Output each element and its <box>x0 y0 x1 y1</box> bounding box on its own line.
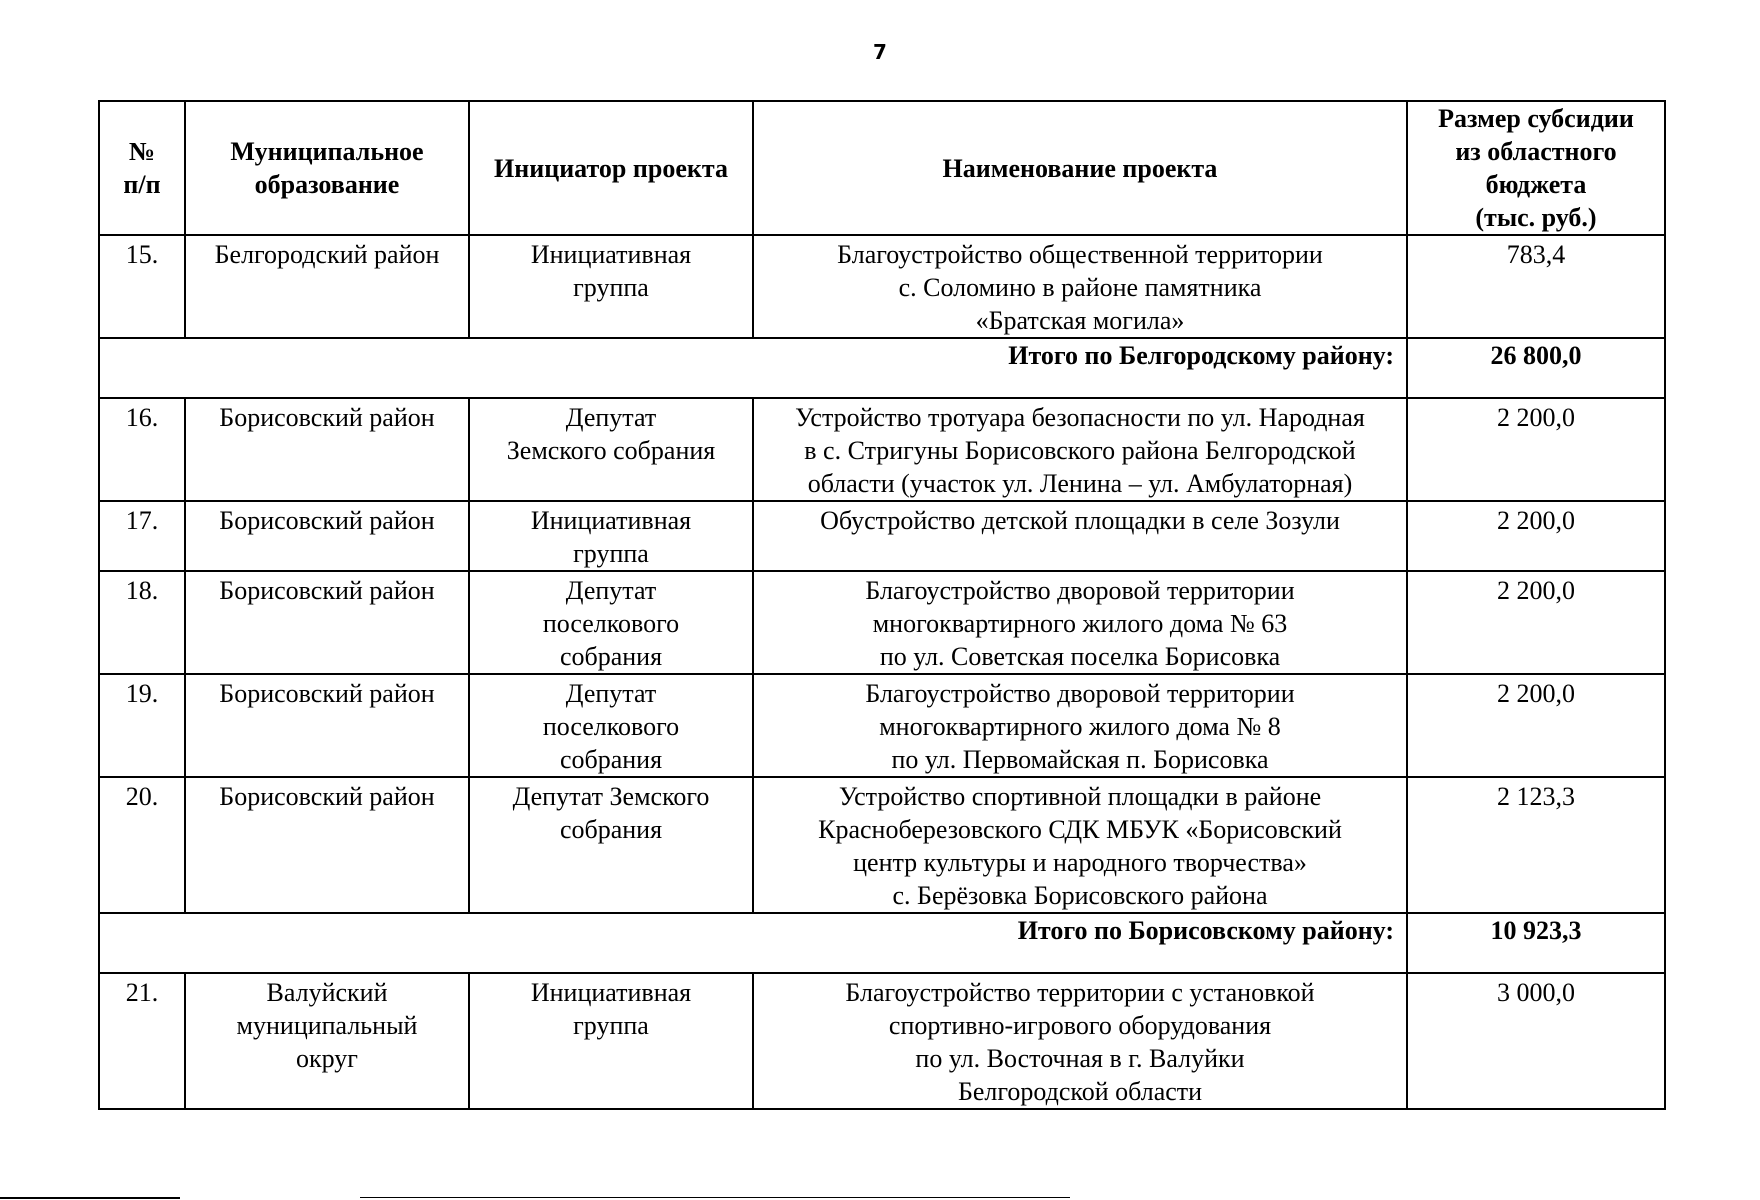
text-line: собрания <box>559 642 663 671</box>
footer-rule-left <box>0 1197 180 1199</box>
text-line: Благоустройство дворовой территории <box>865 576 1295 605</box>
cell-initiator <box>469 973 753 1109</box>
text-line: многоквартирного жилого дома № 8 <box>879 712 1281 741</box>
subtotal-label: Итого по Борисовскому району: <box>99 913 1407 973</box>
cell-project <box>753 235 1407 338</box>
text-line: муниципальный <box>236 1011 418 1040</box>
table-row <box>99 398 1665 501</box>
cell-project <box>753 777 1407 913</box>
text-line: с. Соломино в районе памятника <box>898 273 1262 302</box>
text-line: многоквартирного жилого дома № 63 <box>872 609 1288 638</box>
text-line: Инициативная <box>530 506 692 535</box>
cell-amount: 2 123,3 <box>1407 777 1665 913</box>
text-line: по ул. Первомайская п. Борисовка <box>891 745 1269 774</box>
cell-initiator <box>469 777 753 913</box>
text-line: поселкового <box>542 712 680 741</box>
text-line: Обустройство детской площадки в селе Зозули <box>820 506 1340 535</box>
text-line: Размер субсидии <box>1438 104 1634 133</box>
cell-initiator <box>469 674 753 777</box>
cell-project <box>753 973 1407 1109</box>
cell-num: 21. <box>99 973 185 1109</box>
footer-rule-right <box>360 1197 1070 1198</box>
cell-project <box>753 398 1407 501</box>
text-line: Благоустройство дворовой территории <box>865 679 1295 708</box>
text-line: Борисовский район <box>219 782 435 811</box>
cell-initiator <box>469 235 753 338</box>
cell-num: 20. <box>99 777 185 913</box>
cell-project <box>753 501 1407 571</box>
subtotal-row <box>99 913 1665 973</box>
cell-num: 17. <box>99 501 185 571</box>
cell-initiator <box>469 571 753 674</box>
text-line: № <box>128 137 156 166</box>
text-line: Муниципальное <box>230 137 424 166</box>
subtotal-amount: 26 800,0 <box>1407 338 1665 398</box>
cell-municipality <box>185 501 469 571</box>
text-line: Благоустройство территории с установкой <box>845 978 1315 1007</box>
text-line: Инициативная <box>530 240 692 269</box>
table-row <box>99 571 1665 674</box>
subtotal-amount: 10 923,3 <box>1407 913 1665 973</box>
cell-municipality <box>185 674 469 777</box>
text-line: по ул. Восточная в г. Валуйки <box>915 1044 1245 1073</box>
text-line: Наименование проекта <box>942 153 1218 183</box>
text-line: Устройство спортивной площадки в районе <box>838 782 1322 811</box>
table-row <box>99 235 1665 338</box>
cell-num: 15. <box>99 235 185 338</box>
text-line: бюджета <box>1485 170 1587 199</box>
subtotal-label: Итого по Белгородскому району: <box>99 338 1407 398</box>
text-line: группа <box>573 1011 649 1040</box>
text-line: «Братская могила» <box>975 306 1185 335</box>
header-municipality <box>185 101 469 235</box>
table-row <box>99 501 1665 571</box>
cell-project <box>753 571 1407 674</box>
text-line: Борисовский район <box>219 506 435 535</box>
cell-municipality <box>185 973 469 1109</box>
text-line: группа <box>573 273 649 302</box>
text-line: Благоустройство общественной территории <box>837 240 1323 269</box>
text-line: Белгородский район <box>214 240 440 269</box>
header-project <box>753 101 1407 235</box>
text-line: области (участок ул. Ленина – ул. Амбулаторная) <box>807 469 1353 498</box>
text-line: Белгородской области <box>957 1077 1203 1106</box>
cell-municipality <box>185 777 469 913</box>
cell-num: 16. <box>99 398 185 501</box>
cell-project <box>753 674 1407 777</box>
text-line: Борисовский район <box>219 679 435 708</box>
cell-amount: 2 200,0 <box>1407 398 1665 501</box>
table-row <box>99 674 1665 777</box>
text-line: группа <box>573 539 649 568</box>
cell-amount: 783,4 <box>1407 235 1665 338</box>
text-line: по ул. Советская поселка Борисовка <box>879 642 1281 671</box>
cell-amount: 3 000,0 <box>1407 973 1665 1109</box>
header-initiator <box>469 101 753 235</box>
cell-initiator <box>469 501 753 571</box>
cell-num: 19. <box>99 674 185 777</box>
subsidy-table <box>98 100 1666 1110</box>
text-line: с. Берёзовка Борисовского района <box>892 881 1268 910</box>
text-line: Инициатор проекта <box>494 153 728 183</box>
text-line: центр культуры и народного творчества» <box>853 848 1307 877</box>
text-line: п/п <box>123 170 161 199</box>
text-line: Депутат <box>565 576 657 605</box>
text-line: образование <box>254 170 400 199</box>
text-line: собрания <box>559 745 663 774</box>
table-header-row <box>99 101 1665 235</box>
text-line: собрания <box>559 815 663 844</box>
table-row <box>99 777 1665 913</box>
text-line: округ <box>296 1044 358 1073</box>
text-line: (тыс. руб.) <box>1475 203 1597 232</box>
text-line: поселкового <box>542 609 680 638</box>
page-number: 7 <box>873 40 887 64</box>
cell-initiator <box>469 398 753 501</box>
text-line: Депутат <box>565 403 657 432</box>
header-num <box>99 101 185 235</box>
text-line: Борисовский район <box>219 403 435 432</box>
cell-municipality <box>185 398 469 501</box>
text-line: Земского собрания <box>506 436 716 465</box>
cell-municipality <box>185 571 469 674</box>
cell-num: 18. <box>99 571 185 674</box>
text-line: Красноберезовского СДК МБУК «Борисовский <box>818 815 1342 844</box>
text-line: Борисовский район <box>219 576 435 605</box>
table-row <box>99 973 1665 1109</box>
cell-amount: 2 200,0 <box>1407 674 1665 777</box>
text-line: Депутат <box>565 679 657 708</box>
text-line: из областного <box>1455 137 1617 166</box>
header-amount <box>1407 101 1665 235</box>
cell-amount: 2 200,0 <box>1407 571 1665 674</box>
table-body <box>99 235 1665 1109</box>
cell-municipality <box>185 235 469 338</box>
subtotal-row <box>99 338 1665 398</box>
text-line: Депутат Земского <box>512 782 710 811</box>
text-line: в с. Стригуны Борисовского района Белгородской <box>804 436 1356 465</box>
text-line: Валуйский <box>266 978 388 1007</box>
text-line: Устройство тротуара безопасности по ул. Народная <box>795 403 1365 432</box>
cell-amount: 2 200,0 <box>1407 501 1665 571</box>
text-line: спортивно-игрового оборудования <box>888 1011 1272 1040</box>
text-line: Инициативная <box>530 978 692 1007</box>
